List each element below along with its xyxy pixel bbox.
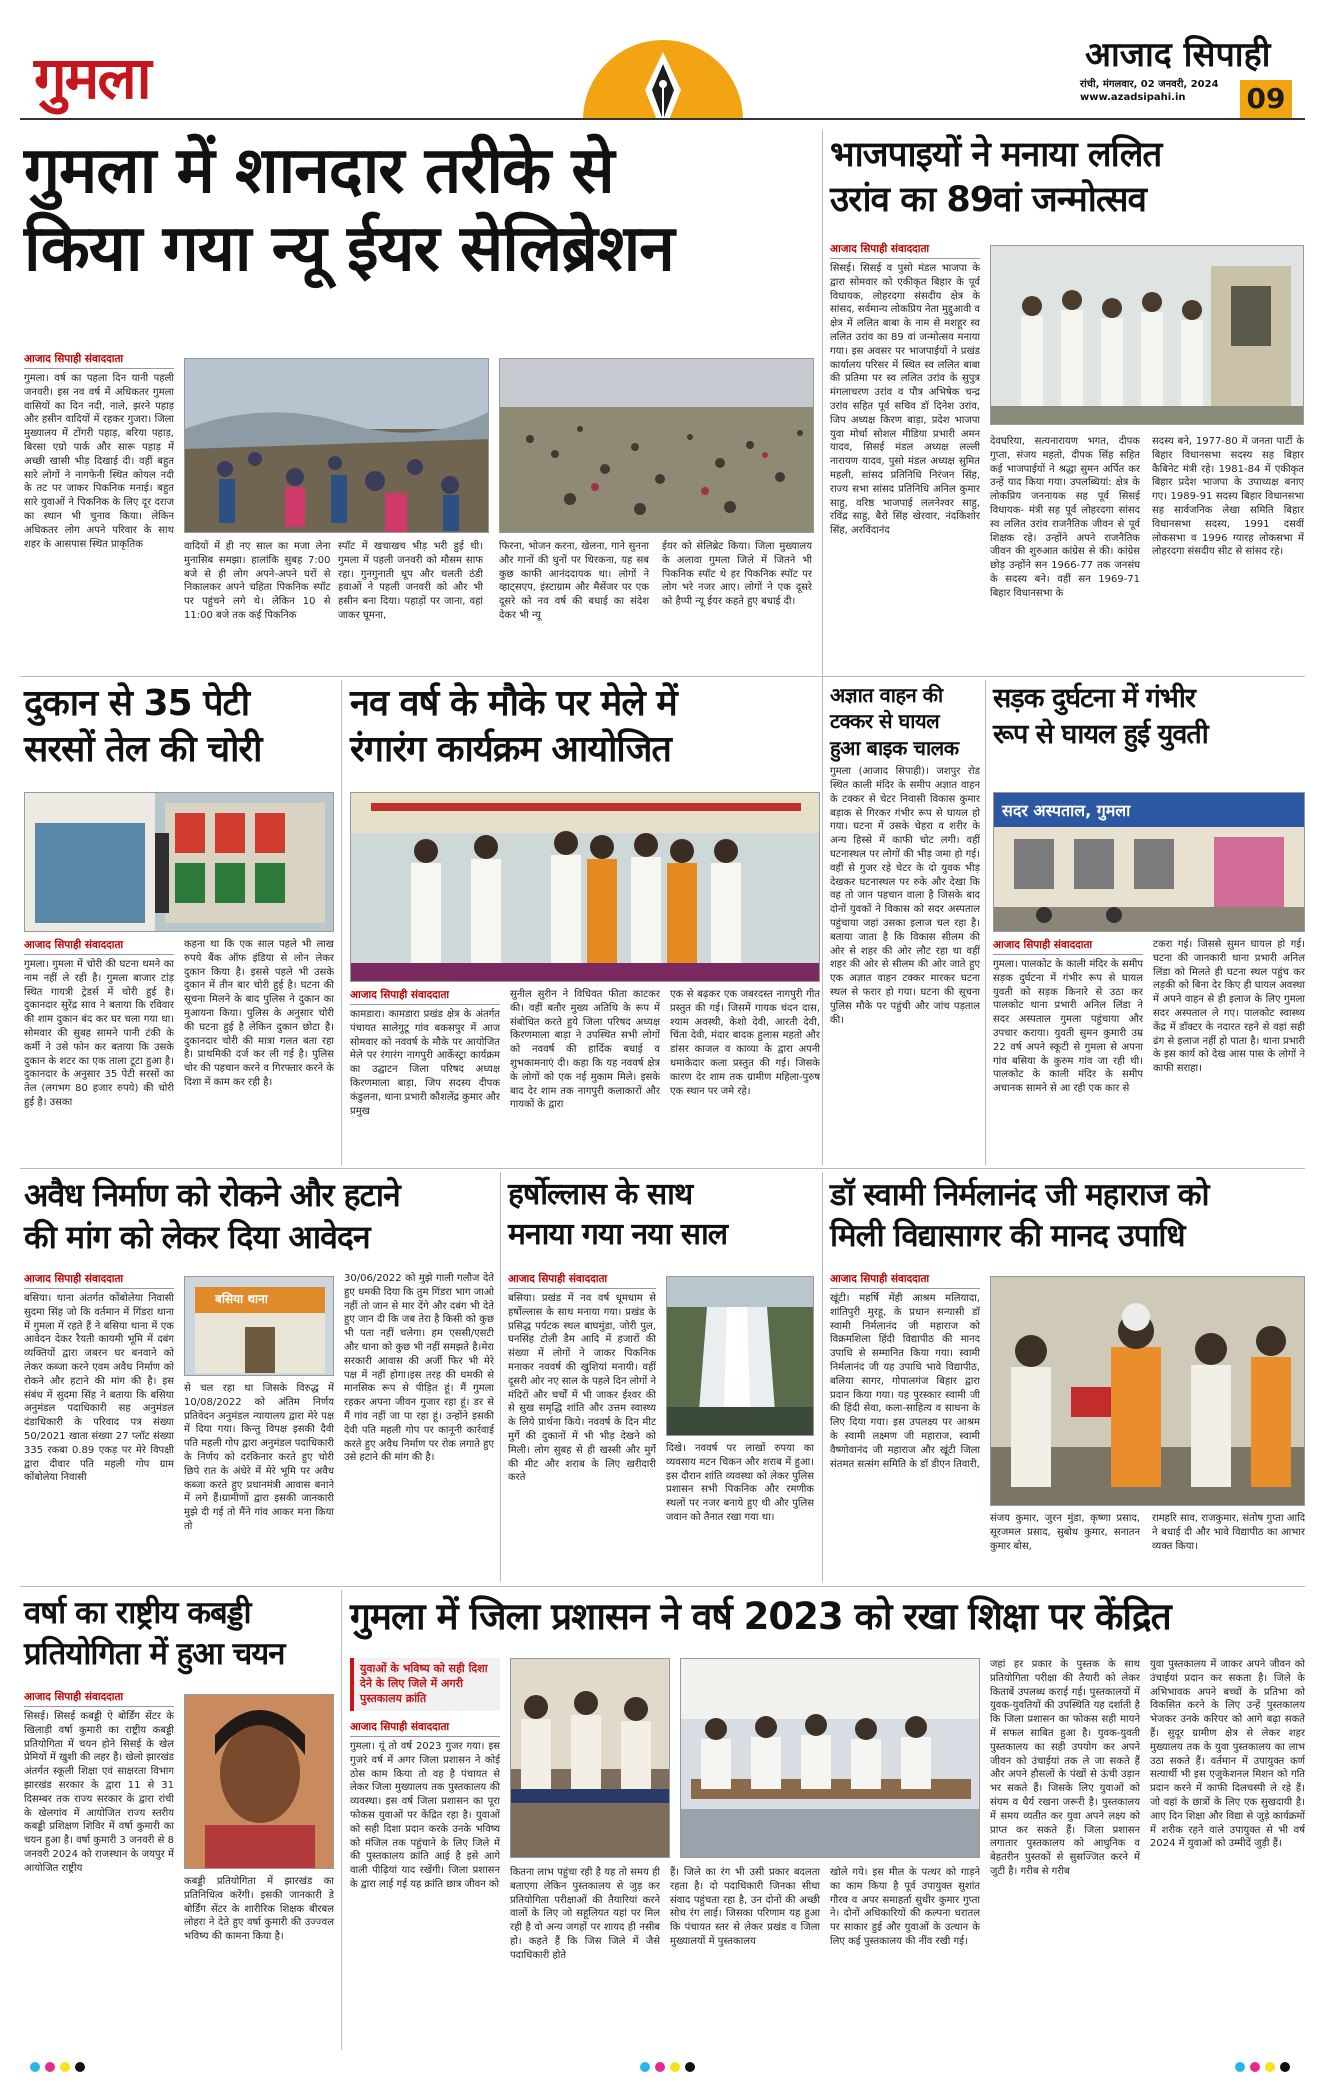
- kabaddi-headline-line1: वर्षा का राष्ट्रीय कबड्डी: [24, 1595, 251, 1631]
- swami-headline-line1: डॉ स्वामी निर्मलानंद जी महाराज को: [830, 1177, 1209, 1213]
- column-rule: [985, 680, 986, 1165]
- byline: आजाद सिपाही संवाददाता: [830, 1272, 980, 1289]
- byline: आजाद सिपाही संवाददाता: [24, 938, 174, 955]
- mela-text-col1: कामडारा। कामडारा प्रखंड क्षेत्र के अंतर्गत पंचायत सालेगुटू गांव बकसपुर में आज सोमवार को नववर्ष के मौके पर आयोजित मेले पर रंगारंग नागपुरी आर्केस्ट्रा कार्यक्रम का उद्घाटन जिला परिषद अध्यक्ष किरणमाला बाड़ा, जिप सदस्य दीपक कंडुलना, थाना प्रभारी कौशलेंद्र कुमार और प्रमुख: [350, 1009, 500, 1117]
- construction-headline-line2: की मांग को लेकर दिया आवेदन: [24, 1217, 370, 1256]
- byline: आजाद सिपाही संवाददाता: [24, 352, 174, 369]
- column-rule: [822, 130, 823, 685]
- lead-headline-line1: गुमला में शानदार तरीके से: [24, 134, 614, 208]
- kabaddi-headline-line2: प्रतियोगिता में हुआ चयन: [24, 1635, 285, 1672]
- article-library: [350, 1590, 1305, 2050]
- library-headline: गुमला में जिला प्रशासन ने वर्ष 2023 को रखा शिक्षा पर केंद्रित: [350, 1595, 1171, 1638]
- lead-text-col1: गुमला। वर्ष का पहला दिन यानी पहली जनवरी। इस नव वर्ष में अधिकतर गुमला वासियों का दिन नदी, नाले, झरने पहाड़ और हसीन वादियों में रहकर गुजरा। जिला मुख्यालय में टोंगरी पहाड़, बरिया पहाड़, बिरसा एग्रो पार्क और सारू पहाड़ में अच्छी खासी भीड़ दिखाई दी। वहीं बहुत सारे लोगों ने नागफेनी स्थित कोयल नदी के तट पर जाकर पिकनिक मनाई। बहुत सारे युवाओं ने पिकनिक के लिए दूर दराज का स्थान भी चुनाव किया। लेकिन अधिकतर लोग अपने परिवार के साथ शहर के आसपास स्थित प्राकृतिक: [24, 373, 174, 550]
- library-meeting-photo-1: [510, 1658, 670, 1858]
- column-rule: [822, 680, 823, 1165]
- road-text-col1: गुमला। पालकोट के काली मंदिर के समीप सड़क दुर्घटना में गंभीर रूप से घायल युवती को सड़क किनारे से उठा कर पालकोट थाना प्रभारी अनिल लिंडा ने सदर अस्पताल गुमला पहुंचाया और उपचार कराया। युवती सुमन कुमारी उम्र 22 वर्ष अपने स्कूटी से गुमला से अपना गांव बसिया के कुरुम गांव जा रही थी। पालकोट के काली मंदिर के समीप अचानक सामने से आ रही एक कार से: [993, 959, 1143, 1095]
- masthead-rule: [20, 118, 1305, 120]
- construction-text-col3: 30/06/2022 को मुझे गाली गलौज देते हुए धमकी दिया कि तुम गिंडरा भाग जाओ नहीं तो जान से मार देंगे और दबंग भी देते हुए जान दी कि जब तेरा है किसी को कुछ भी पता नहीं चलेगा। हम एससी/एसटी और थाना को कुछ भी नहीं समझते है।मेरा सरकारी आवास की अर्जी फिर भी मेरे पक्ष में नहीं होगा।इस तरह की धमकी से मानसिक रूप से पीड़ित हूं। मैं गुमला रहकर अपना जीवन गुजार रहा हूं। डर से मैं गांव नहीं जा पा रहा हूं। उन्होंने इसकी देवी पति महली गोप पर कानूनी कार्रवाई करते हुए अवैध निर्माण पर रोक लगाते हुए उसे हटाने की मांग की है।: [344, 1273, 494, 1464]
- byline: आजाद सिपाही संवाददाता: [350, 988, 500, 1005]
- library-text-col5: जहां हर प्रकार के पुस्तक के साथ प्रतियोगिता परीक्षा की तैयारी को लेकर किताबें उपलब्ध कराई गई। पुस्तकालयों में युवक-युवतियों की उपस्थिति यह दर्शाती है कि जिला प्रशासन का फोकस सही मायने में सफल साबित हुआ है। युवक-युवती पुस्तकालय का सही उपयोग कर अपने जीवन को उंचाईयां तक ले जा सकते हैं और अपने हौसलों के पंखों से ऊंची उड़ान भर सकते हैं। जिसके लिए युवाओं को संयम व धैर्य रखना जरूरी है। पुस्तकालय में समय व्यतीत कर युवा अपने लक्ष्य को प्राप्त कर सकते हैं। जिला प्रशासन लगातार पुस्तकालय को आधुनिक व बेहतरीन पुस्तकों से सुसज्जित करने में जुटी है। गरीब से गरीब: [990, 1659, 1140, 1877]
- byline: आजाद सिपाही संवाददाता: [24, 1690, 174, 1707]
- basia-text-col2: दिखे। नववर्ष पर लाखों रुपया का व्यवसाय मटन चिकन और शराब में हुआ।इस दौरान शांति व्यवस्था को लेकर पुलिस प्रशासन सभी पिकनिक और रमणीक स्थलों पर नजर बनाये हुए थी और पुलिस जवान को तैनात रखा गया था।: [666, 1443, 814, 1523]
- oil-text-col2: कहना था कि एक साल पहले भी लाख रुपये बैंक ऑफ इंडिया से लोन लेकर दुकान किया है। इससे पहले भी उसके दुकान में तीन बार चोरी हुई है। घटना की सूचना मिलने के बाद पुलिस ने दुकान का मुआयना किया। पुलिस के अनुसार चोरी की घटना हुई है लेकिन दुकान छोटा है। दुकानदार चोरी की मात्रा गलत बता रहा है। प्राथमिकी दर्ज कर ली गई है। पुलिस चोर की पहचान करने व गिरफ्तार करने के दिशा में काम कर रही है।: [184, 939, 334, 1088]
- hospital-sign: सदर अस्पताल, गुमला: [1002, 801, 1131, 820]
- byline: आजाद सिपाही संवाददाता: [830, 242, 980, 259]
- black-mark: [685, 2062, 695, 2072]
- oil-headline-line1: दुकान से 35 पेटी: [24, 683, 250, 724]
- library-meeting-photo-2: [680, 1658, 980, 1858]
- byline: आजाद सिपाही संवाददाता: [24, 1272, 174, 1289]
- article-oil-theft: [24, 680, 334, 1180]
- library-kicker: युवाओं के भविष्य को सही दिशा देने के लिए जिले में अगरी पुस्तकालय क्रांति: [350, 1658, 500, 1711]
- road-headline-line2: रूप से घायल हुई युवती: [993, 719, 1208, 751]
- registration-marks-center: [640, 2062, 695, 2072]
- construction-text-col1: बसिया। थाना अंतर्गत कोंबोलेया निवासी सुदमा सिंह जो कि वर्तमान में गिंडरा थाना में गुमला में रहते हैं ने बसिया थाना में एक आवेदन देकर रैयती कायमी भूमि में दबंग व्यक्तियों द्वारा जबरन घर बनवाने को लेकर कब्जा करने एवम अवैध निर्माण को रोकने और हटाने की मांग की है। इस संबंध में सुदमा सिंह ने बताया कि बसिया अनुमंडल पदाधिकारी सह अनुमंडल दंडाधिकारी के परिवाद पत्र संख्या 50/2021 खाता संख्या 27 प्लॉट संख्या 335 रकबा 0.89 एकड़ पर मेरे विपक्षी द्वारा दीवार पति महली गोप ग्राम कोंबोलेया निवासी: [24, 1293, 174, 1484]
- lead-text-col5: ईयर को सेलिब्रेट किया। जिला मुख्यालय के अलावा गुमला जिले में जितने भी पिकनिक स्पॉट थे हर पिकनिक स्पॉट पर लोग भरे नजर आए। लोगों ने एक दूसरे को हैप्पी न्यू ईयर कहते हुए बधाई दी।: [662, 541, 812, 608]
- basia-text-col1: बसिया। प्रखंड में नव वर्ष धूमधाम से हर्षोल्लास के साथ मनाया गया। प्रखंड के प्रसिद्ध पर्यटक स्थल बाघमुंडा, जोरी पुल, घनसिंह टोली डैम आदि में हजारों की संख्या में लोगों ने जाकर पिकनिक मनाकर नववर्ष की खुशियां मनायी। वहीं दूसरी ओर नए साल के पहले दिन लोगों ने मंदिरों और चर्चों में भी जाकर ईश्वर की से सुख समृद्धि शांति और उत्तम स्वास्थ्य के लिये प्रार्थना किये। नववर्ष के दिन मीट मुर्गे की दुकानों में भी भीड़ देखने को मिली। लोग सुबह से ही खस्सी और मुर्गे की मीट और शराब के लिए खरीदारी करते: [508, 1293, 656, 1484]
- bike-headline-line1: अज्ञात वाहन की: [830, 683, 943, 707]
- lead-text-col4: फिरना, भोजन करना, खेलना, गाने सुनना और गानों की धुनों पर थिरकना, यह सब कुछ काफी आनंददायक था। लोगों ने व्हाट्सएप, इंस्टाग्राम और मैसेंजर पर एक दूसरे को नव वर्ष की बधाई का संदेश देकर भी न्यू: [499, 541, 649, 621]
- lalit-headline-line1: भाजपाइयों ने मनाया ललित: [830, 135, 1162, 175]
- kabaddi-text-col2: कबड्डी प्रतियोगिता में झारखंड का प्रतिनिधित्व करेंगी। इसकी जानकारी डे बोर्डिंग सेंटर के शारीरिक शिक्षक बीरबल लोहरा ने देते हुए वर्षा कुमारी की उज्ज्वल भविष्य की कामना किया है।: [184, 1876, 334, 1943]
- oil-shop-photo: [24, 792, 334, 932]
- library-text-col3: हैं। जिले का रंग भी उसी प्रकार बदलता रहता है। दो पदाधिकारी जिनका सीधा संवाद पहुंचता रहा है, उन दोनों की अच्छी सोच रंग लाई। जिसका परिणाम यह हुआ कि पंचायत स्तर से लेकर प्रखंड व जिला मुख्यालयों में पुस्तकालय: [670, 1867, 820, 1947]
- masthead: [0, 0, 1325, 120]
- magenta-mark: [45, 2062, 55, 2072]
- row-rule: [20, 676, 1305, 677]
- magenta-mark: [655, 2062, 665, 2072]
- road-text-col2: टकरा गई। जिससे सुमन घायल हो गई। घटना की जानकारी थाना प्रभारी अनिल लिंडा को मिलते ही घटना स्थल पहुंच कर लड़की को बिना देर किए ही घायल अवस्था में अपने वाहन से ही इलाज के लिए गुमला सदर अस्पताल ले गए। पालकोट स्वास्थ्य केंद्र में डॉक्टर के नदारत रहने से वहां सही ढंग से इलाज नहीं हो पाता है। थाना प्रभारी के इस कार्य को देख आस पास के लोगों ने काफी सराहा।: [1153, 939, 1305, 1075]
- article-swami-award: [830, 1172, 1305, 1592]
- website: www.azadsipahi.in: [1080, 92, 1186, 103]
- swami-text-col3: रामहरि साव, राजकुमार, संतोष गुप्ता आदि ने बधाई दी और भावे विद्यापीठ का आभार व्यक्त किया।: [1152, 1513, 1305, 1552]
- paper-name: आजाद सिपाही: [1085, 35, 1271, 75]
- article-new-year-basia: [508, 1172, 814, 1592]
- registration-marks-right: [1235, 2062, 1290, 2072]
- yellow-mark: [1265, 2062, 1275, 2072]
- lead-photo-crowd-field: [499, 358, 814, 533]
- article-bike-accident: [830, 680, 980, 1180]
- mela-stage-photo: [350, 792, 820, 982]
- swami-headline-line2: मिली विद्यासागर की मानद उपाधि: [830, 1217, 1185, 1254]
- mela-text-col3: एक से बढ़कर एक जबरदस्त नागपुरी गीत प्रस्तुत की गई। जिसमें गायक चंदन दास, श्याम अवस्थी, केशो देवी, आरती देवी, चिंता देवी, मंदार बादक हुलास महतो और डांसर काजल व काव्या के द्वारा अपनी धमाकेदार कला प्रस्तुत की गई। जिसके कारण देर शाम तक ग्रामीण महिला-पुरुष एक स्थान पर जमे रहे।: [670, 989, 820, 1097]
- cyan-mark: [640, 2062, 650, 2072]
- yellow-mark: [670, 2062, 680, 2072]
- yellow-mark: [60, 2062, 70, 2072]
- construction-text-col2: से चल रहा था जिसके विरुद्ध में 10/08/2022 को अंतिम निर्णय प्रतिवेदन अनुमंडल न्यायालय द्वारा मेरे पक्ष में दिया गया। किन्तु विपक्ष इसकी दैवी पति महली गोप द्वारा अनुमंडल पदाधिकारी के निर्णय को दरकिनार करते हुए चोरी छिपे रात के अंधेरे में मेरे भूमि पर अवैध कब्जा करते हुए प्रधानमंत्री आवास बनाने में लगे हैं।ग्रामीणों द्वारा इसकी जानकारी मुझे दी गई तो मैंने गांव आकर मना किया तो: [184, 1383, 334, 1532]
- black-mark: [75, 2062, 85, 2072]
- row-rule: [20, 1168, 1305, 1169]
- cyan-mark: [1235, 2062, 1245, 2072]
- kabaddi-text-col1: सिसई। सिसई कबड्डी ऐ बोर्डिंग सेंटर के खिलाड़ी वर्षा कुमारी का राष्ट्रीय कबड्डी प्रतियोगिता में चयन होने सिसई के खेल प्रेमियों में खुशी की लहर है। खेलो झारखंड अंतर्गत स्कूली शिक्षा एवं साक्षरता विभाग झारखंड सरकार के द्वारा 11 से 31 दिसम्बर तक राज्य सरकार के द्वारा रांची के खेलगांव में आयोजित राज्य स्तरीय कबड्डी प्रशिक्षण शिविर में वर्षा कुमारी का चयन हुआ है। वर्षा कुमारी 3 जनवरी से 8 जनवरी 2024 को राजस्थान के जयपुर में आयोजित राष्ट्रीय: [24, 1711, 174, 1874]
- byline: आजाद सिपाही संवाददाता: [508, 1272, 656, 1289]
- article-new-year-mela: [350, 680, 820, 1180]
- article-lalit-oraon: [830, 130, 1305, 685]
- lalit-text-col1: सिसई। सिसई व पुसो मंडल भाजपा के द्वारा सोमवार को एकीकृत बिहार के पूर्व विधायक, लोहरदगा संसदीय क्षेत्र के सांसद, सर्वमान्य लोकप्रिय नेता मुद्दुआवी व क्षेत्र में ललित बाबा के नाम से मशहूर स्व ललित उरांव का 89 वां जन्मोत्सव मनाया गया। इस अवसर पर भाजपाईयों ने प्रखंड कार्यालय परिसर में स्थित स्व ललित बाबा की प्रतिमा पर स्व ललित उरांव के सुपुत्र मंगलाचरण उरांव व पौत्र अभिषेक चन्द्र उरांव सहित पूर्व सचिव डॉ दिनेश उरांव, जिप अध्यक्ष किरण बाड़ा, प्रदेश भाजपा युवा मोर्चा सोशल मीडिया प्रभारी अमन यादव, सिसई मंडल अध्यक्ष लल्ली नारायण यादव, पुसो मंडल अध्यक्ष सुमित महली, सांसद प्रतिनिधि निरंजन सिंह, राज्य सभा सांसद प्रतिनिधि अनिल कुमार साहु, वरिष्ठ भाजपाई ललनेश्वर साहु, रविंद्र साहु, बैरो सिंह खेरवार, नंदकिशोर सिंह, अरविंदानंद: [830, 263, 980, 537]
- waterfall-photo: [666, 1276, 814, 1436]
- dateline: रांची, मंगलवार, 02 जनवरी, 2024: [1080, 79, 1219, 90]
- basia-headline-line1: हर्षोल्लास के साथ: [508, 1177, 693, 1212]
- column-rule: [500, 1172, 501, 1582]
- column-rule: [341, 1590, 342, 2050]
- library-text-col2: कितना लाभ पहुंचा रही है यह तो समय ही बताएगा लेकिन पुस्तकालय से जुड़ कर प्रतियोगिता परीक्षाओं की तैयारियां करने वालों के लिए जो सहूलियत यहां पर मिल रही है वो अन्य जगहों पर शायद ही नसीब हो। कहते हैं कि जिस जिले में जैसे पदाधिकारी होते: [510, 1867, 660, 1961]
- library-text-col4: खोले गये। इस मील के पत्थर को गाड़ने का काम किया है पूर्व उपायुक्त सुशांत गौरव व अपर समाहर्ता सुधीर कुमार गुप्ता ने। दोनों अधिकारियों की कल्पना धरातल पर साकार हुई और युवाओं के उत्थान के लिए कई पुस्तकालय की नींव रखी गई।: [830, 1867, 980, 1947]
- player-portrait-photo: [184, 1694, 334, 1869]
- article-kabaddi: [24, 1590, 334, 2050]
- hospital-photo: [993, 792, 1305, 932]
- mela-headline-line1: नव वर्ष के मौके पर मेले में: [350, 683, 677, 724]
- magenta-mark: [1250, 2062, 1260, 2072]
- basia-police-station-photo: [184, 1276, 334, 1376]
- lead-photo-picnic-hill: [184, 358, 489, 533]
- lead-text-col2: वादियों में ही नए साल का मजा लेना मुनासिब समझा। हालांकि सुबह 7:00 बजे से ही लोग अपने-अपने घरों से निकालकर अपने चहिता पिकनिक स्पॉट पर पहुंचने लगे थे। लेकिन 10 से 11:00 बजे तक कई पिकनिक: [184, 541, 331, 621]
- mela-text-col2: सुनील सुरीन ने विधिवत फीता काटकर की। वहीं बतौर मुख्य अतिथि के रूप में संबोधित करते हुये जिला परिषद अध्यक्ष किरणमाला बाड़ा ने उपस्थित सभी लोगों को नववर्ष की हार्दिक बधाई व शुभकामनाएं दी। कहा कि यह नववर्ष क्षेत्र के लोगों को एक नई मुकाम मिले। इसके बाद देर शाम तक नागपुरी कलाकारों और गायकों के द्वारा: [510, 989, 660, 1111]
- registration-marks-left: [30, 2062, 85, 2072]
- road-headline-line1: सड़क दुर्घटना में गंभीर: [993, 683, 1195, 714]
- police-station-sign: बसिया थाना: [215, 1292, 268, 1306]
- award-ceremony-photo: [990, 1276, 1305, 1506]
- column-rule: [822, 1172, 823, 1582]
- construction-headline-line1: अवैध निर्माण को रोकने और हटाने: [24, 1176, 400, 1214]
- row-rule: [20, 1586, 1305, 1587]
- section-name: गुमला: [34, 44, 150, 112]
- article-illegal-construction: [24, 1172, 494, 1592]
- lalit-text-col2: देवघरिया, सत्यनारायण भगत, दीपक गुप्ता, संजय महतो, दीपक सिंह सहित कई भाजपाईयों ने श्रद्धा सुमन अर्पित कर उन्हें याद किया गया। उपलब्धियां: क्षेत्र के लोकप्रिय जननायक सह पूर्व सिसई विधायक- मंत्री सह पूर्व लोहरदगा सांसद स्व ललित उरांव राजनैतिक जीवन से पूर्व शिक्षक रहे। उन्होंने अपने राजनैतिक जीवन की शुरुआत कांग्रेस से की। कांग्रेस छोड़ उन्होंने सन 1966-77 तक जनसंघ के सदस्य बने। वहीं सन 1969-71 बिहार विधानसभा के: [990, 436, 1140, 599]
- cyan-mark: [30, 2062, 40, 2072]
- swami-text-col1: खूंटी। महर्षि मेंही आश्रम मलियादा, शांतिपुरी मुरहू, के प्रधान सन्यासी डॉ स्वामी निर्मलानंद जी महाराज को विक्रमशिला हिंदी विद्यापीठ की मानद उपाधि से सम्मानित किया गया। स्वामी निर्मलानंद जी यह उपाधि भावे विद्यापीठ, बलिया सागर, गोपालगंज बिहार द्वारा प्रदान किया गया। यह पुरस्कार स्वामी जी की हिंदी सेवा, कला-साहित्य व साधना के लिए दिया गया। इस उपलक्ष्य पर आश्रम के स्वामी लक्ष्मण जी महाराज, स्वामी वैष्णोवानंद जी महाराज और खूंटी जिला संतमत सत्संग समिति के डॉ डीएन तिवारी,: [830, 1293, 980, 1470]
- lalit-headline-line2: उरांव का 89वां जन्मोत्सव: [830, 180, 1146, 221]
- bike-text: गुमला (आजाद सिपाही)। जशपुर रोड स्थित काली मंदिर के समीप अज्ञात वाहन के टक्कर से चेटर निवासी विकास कुमार बड़ाक से गिरकर गंभीर रूप से घायल हो गया। घटना में उसके चेहरा व शरीर के अन्य हिस्से में काफी चोट लगी। वहीं घटनास्थल पर लोगों की भीड़ जमा हो गई। वहीं से गुजर रहे चेटर के दो युवक भीड़ देखकर घटनास्थल पर रुके और देखा कि वह तो जान पहचान वाला है जिसके बाद दोनों युवकों ने विकास को सदर अस्पताल पहुंचाया जहां उसका इलाज चल रहा है। बताया जाता है कि विकास सीलम की ओर से शहर की ओर लौट रहा था वहीं शहर की ओर से सीलम की ओर जाते हुए एक अज्ञात वाहन टक्कर मारकर घटना स्थल से फरार हो गया। घटना की सूचना पुलिस मौके पर पहुंची और जांच पड़ताल की।: [830, 766, 980, 1026]
- bike-headline-line3: हुआ बाइक चालक: [830, 735, 959, 760]
- swami-text-col2: संजय कुमार, जुरन मुंडा, कृष्णा प्रसाद, सूरजमल प्रसाद, सुबोध कुमार, सनातन कुमार बोस,: [990, 1513, 1140, 1552]
- lead-headline-line2: किया गया न्यू ईयर सेलिब्रेशन: [24, 211, 674, 286]
- library-text-col1: गुमला। यूं तो वर्ष 2023 गुजर गया। इस गुजरे वर्ष में अगर जिला प्रशासन ने कोई ठोस काम किया तो वह है पंचायत से लेकर जिला मुख्यालय तक पुस्तकालय की व्यवस्था। इस वर्ष जिला प्रशासन का पूरा फोकस युवाओं पर केंद्रित रहा है। युवाओं को सही दिशा प्रदान करके उनके भविष्य को मंजिल तक पहुंचाने के लिए जिले में की पुस्तकालय क्रांति आई है इसे आगे वाली पीढ़ियां याद रखेंगी। जिला प्रशासन के द्वारा लाई गई यह क्रांति छात्र जीवन को: [350, 1741, 500, 1890]
- library-text-col6: युवा पुस्तकालय में जाकर अपने जीवन को उंचाईयां प्रदान कर सकता है। जिले के अभिभावक अपने बच्चों के प्रतिभा को विकसित करने के लिए उन्हें पुस्तकालय भेजकर उनके करियर को आगे बढ़ा सकते हैं। सुदूर ग्रामीण क्षेत्र से लेकर शहर मुख्यालय तक के युवा पुस्तकालय का लाभ उठा सकते हैं। वर्तमान में उपायुक्त कर्ण सत्यार्थी भी इस एजुकेशनल मिशन को गति प्रदान करने में काफी दिलचस्पी ले रहे हैं। जो वहां के छात्रों के लिए एक सुखदायी है। आए दिन शिक्षा और विद्या से जुड़े कार्यक्रमों में शरीक रहने वाले उपायुक्त से भी वर्ष 2024 में युवाओं को उम्मीदें जुड़ी हैं।: [1150, 1659, 1305, 1850]
- bike-headline-line2: टक्कर से घायल: [830, 709, 940, 734]
- byline: आजाद सिपाही संवाददाता: [993, 938, 1143, 955]
- oil-headline-line2: सरसों तेल की चोरी: [24, 729, 262, 771]
- article-road-accident: [993, 680, 1305, 1180]
- column-rule: [341, 680, 342, 1165]
- pen-nib-sun-icon: [583, 36, 743, 120]
- lalit-text-col3: सदस्य बने, 1977-80 में जनता पार्टी के बिहार विधानसभा सदस्य सह बिहार कैबिनेट मंत्री रहे। 1981-84 में एकीकृत बिहार प्रदेश भाजपा के उपाध्यक्ष बनाए गए। 1989-91 सदस्य बिहार विधानसभा सह सार्वजनिक लेखा समिति बिहार विधानसभा सदस्य, 1991 दसवीं लोकसभा व 1996 ग्यारह लोकसभा में लोहरदगा संसदीय सीट से सांसद रहे।: [1152, 436, 1304, 558]
- page-number: 09: [1240, 80, 1292, 118]
- byline: आजाद सिपाही संवाददाता: [350, 1720, 500, 1737]
- lalit-photo-statue: [990, 245, 1304, 425]
- oil-text-col1: गुमला। गुमला में चोरी की घटना थमने का नाम नहीं ले रही है। गुमला बाजार टांड़ स्थित गायत्री ट्रेडर्स में चोरी हुई है। दुकानदार सुरेंद्र साव ने बताया कि रविवार की शाम दुकान बंद कर घर चला गया था। सोमवार की सुबह सामने पानी टंकी के कर्मी ने उसे फोन कर बताया कि उसके दुकान के शटर का एक ताला टूटा हुआ है। दुकानदार के अनुसार 35 पेटी सरसों का तेल (लगभग 80 हजार रुपये) की चोरी हुई है। उसका: [24, 959, 174, 1108]
- basia-headline-line2: मनाया गया नया साल: [508, 1216, 728, 1252]
- black-mark: [1280, 2062, 1290, 2072]
- mela-headline-line2: रंगारंग कार्यक्रम आयोजित: [350, 729, 671, 771]
- lead-text-col3: स्पॉट में खचाखच भीड़ भरी हुई थी। गुमला में पहली जनवरी को मौसम साफ रहा। गुनगुनाती धूप और चलती ठंडी हवाओं ने पहली जनवरी को और भी हसीन बना दिया। पहाड़ों पर जाना, वहां जाकर घूमना,: [338, 541, 483, 621]
